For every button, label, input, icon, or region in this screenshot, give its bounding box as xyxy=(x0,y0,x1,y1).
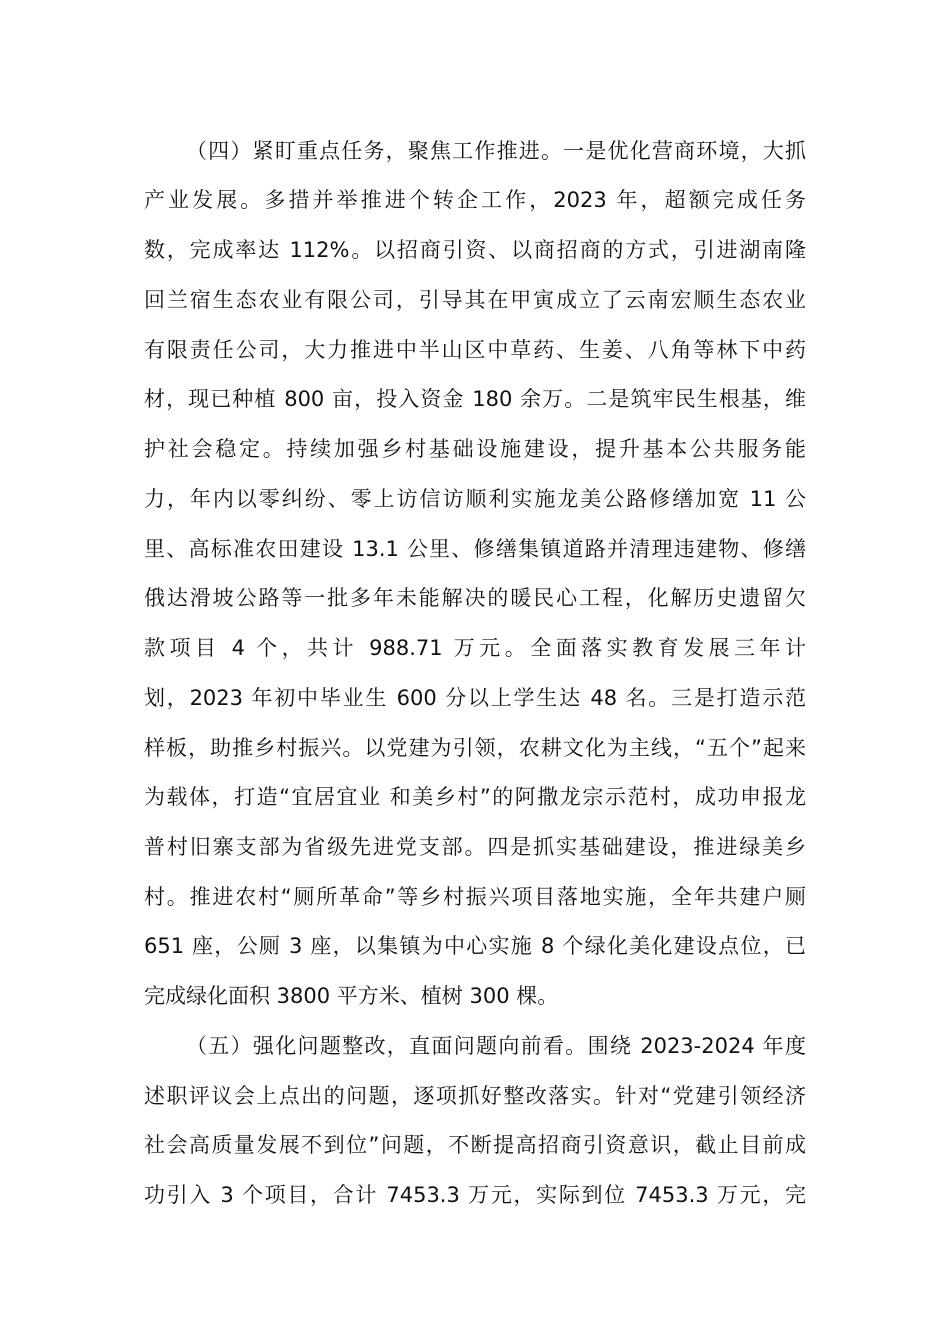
paragraph-1-line-5: 有限责任公司，大力推进中半山区中草药、生姜、八角等林下中药 xyxy=(144,338,806,362)
paragraph-2-line-4: 功引入 3 个项目，合计 7453.3 万元，实际到位 7453.3 万元，完 xyxy=(144,1183,806,1207)
paragraph-1-line-15: 普村旧寨支部为省级先进党支部。四是抓实基础建设，推进绿美乡 xyxy=(144,835,806,859)
paragraph-1-line-1: （四）紧盯重点任务，聚焦工作推进。一是优化营商环境，大抓 xyxy=(186,139,806,163)
paragraph-1-line-12: 划，2023 年初中毕业生 600 分以上学生达 48 名。三是打造示范 xyxy=(144,686,806,710)
paragraph-1-line-6: 材，现已种植 800 亩，投入资金 180 余万。二是筑牢民生根基，维 xyxy=(144,387,806,411)
paragraph-2-line-3: 社会高质量发展不到位”问题，不断提高招商引资意识，截止目前成 xyxy=(144,1133,806,1157)
paragraph-1-line-10: 俄达滑坡公路等一批多年未能解决的暖民心工程，化解历史遗留欠 xyxy=(144,586,806,610)
paragraph-1-line-18: 完成绿化面积 3800 平方米、植树 300 棵。 xyxy=(144,984,559,1008)
paragraph-1-line-14: 为载体，打造“宜居宜业 和美乡村”的阿撒龙宗示范村，成功申报龙 xyxy=(144,785,806,809)
paragraph-2-line-2: 述职评议会上点出的问题，逐项抓好整改落实。针对“党建引领经济 xyxy=(144,1084,806,1108)
paragraph-1-line-9: 里、高标准农田建设 13.1 公里、修缮集镇道路并清理违建物、修缮 xyxy=(144,537,806,561)
paragraph-1-line-11: 款项目 4 个，共计 988.71 万元。全面落实教育发展三年计 xyxy=(144,636,806,660)
paragraph-1-line-17: 651 座，公厕 3 座，以集镇为中心实施 8 个绿化美化建设点位，已 xyxy=(144,934,806,958)
paragraph-1-line-4: 回兰宿生态农业有限公司，引导其在甲寅成立了云南宏顺生态农业 xyxy=(144,288,806,312)
paragraph-1-line-8: 力，年内以零纠纷、零上访信访顺利实施龙美公路修缮加宽 11 公 xyxy=(144,487,806,511)
paragraph-1-line-3: 数，完成率达 112%。以招商引资、以商招商的方式，引进湖南隆 xyxy=(144,238,806,262)
paragraph-2-line-1: （五）强化问题整改，直面问题向前看。围绕 2023-2024 年度 xyxy=(186,1034,806,1058)
paragraph-1-line-16: 村。推进农村“厕所革命”等乡村振兴项目落地实施，全年共建户厕 xyxy=(144,885,806,909)
paragraph-1-line-2: 产业发展。多措并举推进个转企工作，2023 年，超额完成任务 xyxy=(144,188,806,212)
paragraph-1-line-13: 样板，助推乡村振兴。以党建为引领，农耕文化为主线，“五个”起来 xyxy=(144,736,806,760)
paragraph-1-line-7: 护社会稳定。持续加强乡村基础设施建设，提升基本公共服务能 xyxy=(144,437,806,461)
